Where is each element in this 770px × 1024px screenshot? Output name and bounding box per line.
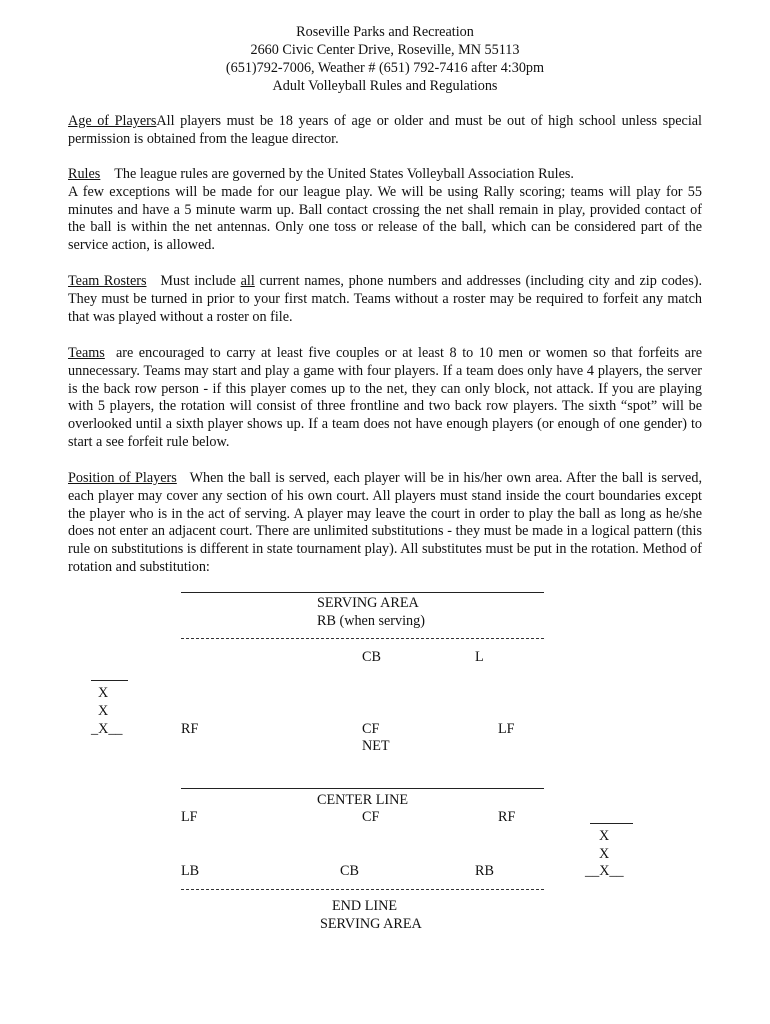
section-rosters xyxy=(68,273,702,326)
right-sub-2: X xyxy=(599,846,610,862)
section-body-teams: are encouraged to carry at least five couples or at least 8 to 10 men or women so that forfeits are unnecessary. Teams may start and play a game with four players. If a team does only have 4 players, the server is the back row person - if this player comes up to the net, they can only block, not attack. If you are playing with 5 players, the rotation will consist of three frontline and two back row players. The sixth “spot” will be overlooked until a sixth player shows up. If a team does not have enough players (or enough of one gender) to start a see forfeit rule below. xyxy=(68,345,702,450)
address-line: 2660 Civic Center Drive, Roseville, MN 55113 xyxy=(250,42,520,58)
organization-name: Roseville Parks and Recreation xyxy=(296,24,474,40)
bottom-lf-label: LF xyxy=(181,809,198,825)
top-end-line xyxy=(181,638,544,639)
phone-line: (651)792-7006, Weather # (651) 792-7416 after 4:30pm xyxy=(225,60,545,76)
net-label: NET xyxy=(362,738,390,754)
document-title: Adult Volleyball Rules and Regulations xyxy=(272,78,498,94)
end-line-label: END LINE xyxy=(332,898,398,914)
section-age xyxy=(68,113,702,149)
center-line-label: CENTER LINE xyxy=(317,792,409,808)
bottom-rb-label: RB xyxy=(475,863,494,879)
top-lf-label: LF xyxy=(498,721,515,737)
center-line xyxy=(181,788,544,789)
right-sub-1: X xyxy=(599,828,610,844)
left-sub-1: X xyxy=(98,685,109,701)
top-cf-label: CF xyxy=(362,721,380,737)
section-heading-age: Age of Players xyxy=(68,113,157,129)
section-body-age: All players must be 18 years of age or older and must be out of high school unless special permission is obtained from the league director. xyxy=(68,113,702,147)
section-heading-rosters: Team Rosters xyxy=(68,273,147,289)
section-body-rules: A few exceptions will be made for our league play. We will be using Rally scoring; teams will play for 55 minutes and have a 5 minute warm up. Ball contact crossing the net shall remain in play, provided contact of the ball is within the net antennas. Only one toss or release of the ball, which can be considered part of the service action, is allowed. xyxy=(68,183,702,254)
bottom-cb-label: CB xyxy=(340,863,359,879)
section-heading-rules: Rules xyxy=(68,166,101,182)
left-sub-3: _X__ xyxy=(91,721,123,737)
serving-area-bottom-label: SERVING AREA xyxy=(320,916,422,932)
top-rf-label: RF xyxy=(181,721,199,737)
section-body-rosters-pre: Must include xyxy=(160,273,241,289)
section-heading-teams: Teams xyxy=(68,345,105,361)
section-teams xyxy=(68,345,702,452)
left-sub-2: X xyxy=(98,703,109,719)
emphasis-all: all xyxy=(240,273,255,289)
top-boundary-line xyxy=(181,592,544,593)
bottom-rf-label: RF xyxy=(498,809,516,825)
section-body-rosters: current names, phone numbers and addresses (including city and zip codes). They must be turned in prior to your first match. Teams without a roster may be required to forfeit any match that was played without a roster on file. xyxy=(68,273,702,325)
bottom-lb-label: LB xyxy=(181,863,200,879)
document-header xyxy=(0,23,770,95)
bottom-cf-label: CF xyxy=(362,809,380,825)
right-subs-line xyxy=(590,823,633,824)
section-body-position: When the ball is served, each player will be in his/her own area. After the ball is served, each player may cover any section of his own court. All players must stand inside the court boundaries except the player who is in the act of serving. A player may leave the court in order to play the ball as long as he/she does not enter an adjacent court. There are unlimited substitutions - they must be made in a logical pattern (this rule on substitutions is different in state tournament play). All substitutes must be put in the rotation. Method of rotation and substitution: xyxy=(68,470,702,575)
section-rules-first-line: The league rules are governed by the United States Volleyball Association Rules. xyxy=(114,166,574,182)
section-position xyxy=(68,470,702,577)
section-heading-position: Position of Players xyxy=(68,470,177,486)
section-rules xyxy=(68,166,702,255)
top-l-label: L xyxy=(475,649,484,665)
serving-area-top-label: SERVING AREA xyxy=(317,595,419,611)
right-sub-3: __X__ xyxy=(585,863,624,879)
rb-when-serving-label: RB (when serving) xyxy=(317,613,425,629)
left-subs-line xyxy=(91,680,128,681)
top-cb-label: CB xyxy=(362,649,381,665)
bottom-end-line xyxy=(181,889,544,890)
